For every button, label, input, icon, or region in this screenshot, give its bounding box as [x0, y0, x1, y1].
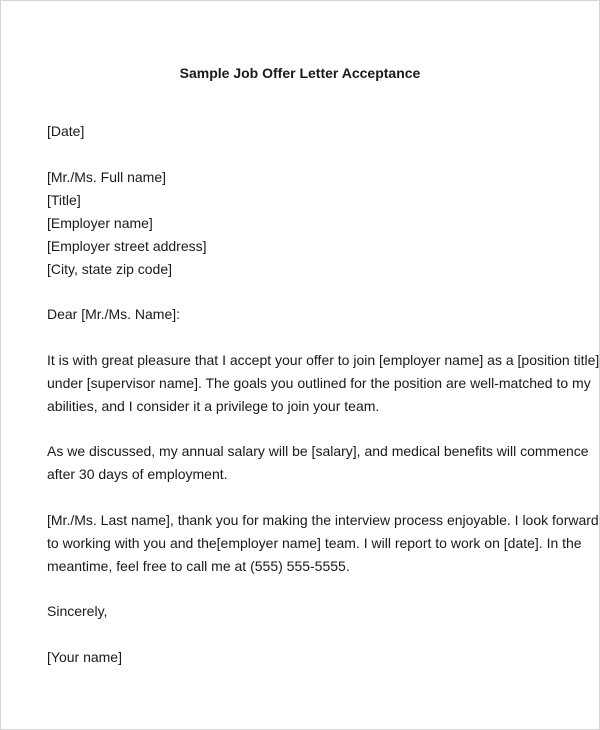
paragraph1-line: abilities, and I consider it a privilege to join your team. — [47, 398, 380, 414]
paragraph2-line: As we discussed, my annual salary will be [salary], and medical benefits will commence — [47, 443, 589, 459]
closing: Sincerely, — [47, 603, 108, 619]
recipient-full-name: [Mr./Ms. Full name] — [47, 169, 167, 185]
recipient-city-state-zip: [City, state zip code] — [47, 261, 173, 277]
salutation: Dear [Mr./Ms. Name]: — [47, 306, 181, 322]
letter-title: Sample Job Offer Letter Acceptance — [179, 65, 421, 81]
signature-name: [Your name] — [47, 649, 122, 665]
letter-date: [Date] — [47, 123, 85, 139]
paragraph1-line: under [supervisor name]. The goals you outlined for the position are well-matched to my — [47, 375, 591, 391]
recipient-employer-name: [Employer name] — [47, 215, 153, 231]
paragraph3-line: to working with you and the[employer name] team. I will report to work on [date]. In the — [47, 535, 582, 551]
paragraph3-line: [Mr./Ms. Last name], thank you for making the interview process enjoyable. I look forward — [47, 512, 599, 528]
paragraph3-line: meantime, feel free to call me at (555) 555-5555. — [47, 558, 350, 574]
paragraph1-line: It is with great pleasure that I accept your offer to join [employer name] as a [position title] — [47, 352, 600, 368]
recipient-street-address: [Employer street address] — [47, 238, 207, 254]
paragraph2-line: after 30 days of employment. — [47, 466, 228, 482]
recipient-title: [Title] — [47, 192, 81, 208]
